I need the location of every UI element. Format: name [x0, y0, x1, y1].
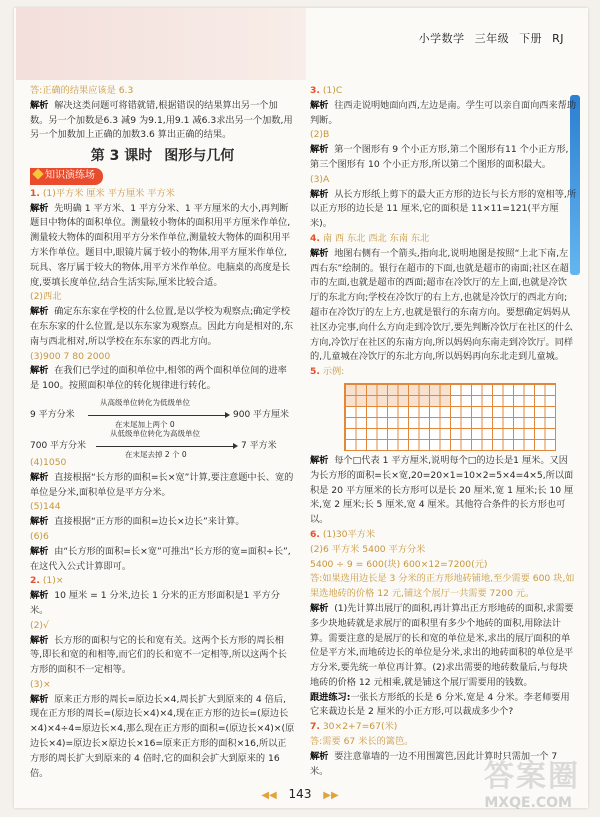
analysis-paragraph	[30, 693, 295, 782]
analysis-text: 确定东东家在学校的什么位置,是以学校为观察点;确定学校在东东家的什么位置,是以东东家为观察点。因此方向是相对的,东南与西北相对,所以学校在东东家的西北方向。	[30, 306, 294, 347]
question-4-answer	[310, 232, 576, 247]
analysis-paragraph	[310, 454, 576, 528]
next-arrows-icon: ▶▶	[323, 790, 339, 801]
header-edition: RJ	[552, 32, 564, 45]
analysis-label: 解析	[30, 590, 49, 602]
lesson-title	[30, 149, 295, 164]
answer-text: 示例:	[322, 366, 345, 378]
answer-text: (2)西北	[30, 291, 62, 303]
prev-arrows-icon: ◀◀	[261, 790, 277, 801]
answer-text: (2)6 平方米 5400 平方分米	[310, 543, 426, 555]
watermark-logo: 答案圈	[484, 759, 580, 794]
shaded-rectangle	[345, 384, 450, 406]
conversion-to-2: 7 平方米	[241, 440, 277, 451]
analysis-paragraph	[30, 202, 295, 291]
analysis-text: 直接根据“长方形的面积=长×宽”计算,要注意题中长、宽的单位是分米,面积单位是平方分米。	[30, 471, 294, 498]
conversion-rule-2: 从低级单位转化为高级单位	[110, 428, 200, 438]
conversion-from-2: 700 平方分米	[30, 440, 87, 451]
analysis-label: 解析	[30, 471, 49, 483]
analysis-label: 解析	[310, 99, 329, 111]
analysis-text: (1)先计算出展厅的面积,再计算出正方形地砖的面积,求需要多少块地砖就是求展厅的面积里有多少个地砖的面积,用除法计算。需要注意的是展厅的长和宽的单位是米,求出的展厅面积的单位是平方米,而地砖边长的单位是分米,求出的地砖面积的单位是平方分米,要先统一单位再计算。(2)求出需要的地砖数量后,与每块地砖的价格 12 元相乘,就是铺这个展厅需要用的钱数。	[310, 602, 574, 688]
lesson-number: 第 3 课时	[90, 148, 153, 165]
question-number: 1.	[30, 187, 40, 199]
answer-text: (1)×	[42, 575, 64, 587]
left-column	[30, 84, 295, 781]
answer-text: (3)×	[30, 678, 51, 690]
answer-text: (3)900 7 80 2000	[30, 350, 111, 362]
analysis-text: 10 厘米 = 1 分米,边长 1 分米的正方形面积是1 平方分米。	[30, 590, 280, 616]
analysis-text: 由“长方形的面积=长×宽”可推出“长方形的宽=面积÷长”,在这代入公式计算即可。	[30, 545, 291, 572]
analysis-label: 解析	[30, 365, 49, 377]
analysis-text: 每个□代表 1 平方厘米,说明每个□的边长是1 厘米。又因为长方形的面积=长×宽,20=20×1=10×2=5×4=4×5,所以面积是 20 平方厘米的长方形可以是长 20 厘米,宽 1 厘米;长 10 厘米,宽 2 厘米;长 5 厘米,宽 4 厘米。其他符合条件的长方形也可以。	[310, 454, 574, 526]
answer-text: (5)144	[30, 501, 61, 513]
analysis-text: 解决这类问题可将错就错,根据错误的结果算出另一个加数。另一个加数是6.3 减9 为9.1,用9.1 减6.3求出另一个加数,用另一个加数加上正确的加数3.6 算出正确的结果。	[30, 99, 293, 141]
analysis-paragraph	[30, 634, 295, 678]
analysis-paragraph	[30, 515, 295, 530]
analysis-text: 先明确 1 平方米、1 平方分米、1 平方厘米的大小,再判断题目中物体的面积单位。测量较小物体的面积用平方厘米作单位,测量较大物体的面积用平方分米作单位,测量较大物体的面积用平方米作单位。题目中,眼镜片属于较小的物体,用平方厘米作单位,玩具、客厅属于较大的物体,用平方米作单位。电脑桌的高度是长度,要填长度单位,结合生活实际,厘米比较合适。	[30, 202, 291, 288]
unit-conversion-diagram	[30, 394, 295, 459]
follow-up-text: 一张长方形纸的长是 6 分米,宽是 4 分米。李老师要用它来裁边长是 2 厘米的小正方形,可以裁成多少个?	[310, 691, 570, 718]
analysis-paragraph	[310, 143, 576, 173]
analysis-label: 解析	[30, 634, 49, 646]
analysis-label: 解析	[30, 693, 49, 705]
top-decor-band	[16, 8, 306, 80]
analysis-text: 第一个图形有 9 个小正方形,第二个图形有11 个小正方形,第三个图形有 10 个小正方形,所以第二个图形的面积最大。	[310, 144, 569, 170]
page-header	[413, 30, 564, 46]
follow-up-exercise	[310, 691, 576, 721]
section-tag-label: 知识演练场	[45, 169, 95, 181]
conversion-note-2: 在末尾去掉 2 个 0	[125, 449, 187, 459]
analysis-label: 解析	[310, 247, 329, 259]
question-1-answer	[30, 187, 295, 202]
analysis-text: 在我们已学过的面积单位中,相邻的两个面积单位间的进率是 100。按照面积单位的转化规律进行转化。	[30, 365, 287, 392]
analysis-paragraph	[310, 99, 576, 129]
analysis-label: 解析	[30, 545, 49, 557]
answer-text: 答:需要 67 米长的篱笆。	[310, 736, 414, 748]
analysis-text: 长方形的面积与它的长和宽有关。这两个长方形的周长相等,即长和宽的和相等,而它们的长和宽不一定相等,所以这两个长方形的面积不一定相等。	[30, 634, 287, 676]
analysis-label: 解析	[30, 306, 49, 318]
analysis-paragraph	[30, 99, 295, 143]
analysis-text: 地图右侧有一个箭头,指向北,说明地图是按照“上北下南,左西右东”绘制的。银行在超市的下面,也就是超市的南面;社区在超市的左面,也就是超市的西面;超市在冷饮厅的左上面,也就是冷饮厅的东北方向;学校在冷饮厅的右上方,也就是冷饮厅的西北方向;超市在冷饮厅的左上方,也就是银行的东南方向。要想确定妈妈从社区办完事,向什么方向走到冷饮厅,要先判断冷饮厅在社区的什么方向,冷饮厅在社区的东南方向,所以妈妈向东南走到冷饮厅。同样的,儿童城在冷饮厅的东北方向,所以妈妈再向东北走到儿童城。	[310, 247, 574, 363]
page-number: 143	[288, 787, 312, 801]
conversion-rule-1: 从高级单位转化为低级单位	[100, 397, 190, 407]
answer-line: 答:正确的结果应该是 6.3	[30, 85, 134, 96]
analysis-label: 解析	[310, 750, 329, 762]
follow-up-label: 跟进练习:	[310, 691, 351, 703]
lesson-topic: 图形与几何	[164, 148, 235, 165]
header-volume: 下册	[519, 32, 543, 45]
answer-text: (1)30平方米	[322, 528, 376, 540]
analysis-label: 解析	[30, 516, 49, 528]
question-7-answer	[310, 720, 576, 735]
question-number: 6.	[310, 528, 320, 540]
answer-text: 5400 ÷ 9 = 600(块) 600×12=7200(元)	[310, 558, 488, 570]
question-5-answer	[310, 365, 576, 380]
question-number: 2.	[30, 575, 40, 587]
answer-text: 答:如果选用边长是 3 分米的正方形地砖铺地,至少需要 600 块,如果选地砖的价格 12 元,铺这个展厅一共需要 7200 元。	[310, 573, 575, 600]
analysis-paragraph	[310, 188, 576, 232]
analysis-paragraph	[30, 545, 295, 575]
question-2-answer	[30, 574, 295, 589]
answer-text: 30×2+7=67(米)	[322, 721, 398, 733]
conversion-note-1: 在末尾加上两个 0	[115, 419, 175, 429]
arrow-right-icon	[96, 446, 236, 447]
answer-text: (3)A	[310, 173, 330, 185]
analysis-paragraph	[30, 589, 295, 619]
header-grade: 三年级	[474, 32, 510, 45]
answer-text: (1)C	[322, 85, 343, 96]
grid-diagram	[344, 383, 556, 451]
analysis-label: 解析	[30, 99, 49, 111]
answer-text: (1)平方米 厘米 平方厘米 平方米	[42, 187, 175, 199]
analysis-label: 解析	[310, 454, 329, 466]
analysis-paragraph	[310, 247, 576, 365]
conversion-to-1: 900 平方厘米	[233, 409, 290, 420]
analysis-paragraph	[30, 305, 295, 349]
analysis-text: 要注意靠墙的一边不用围篱笆,因此计算时只需加一个 7 米。	[310, 750, 558, 777]
analysis-label: 解析	[310, 602, 329, 614]
header-subject: 小学数学	[418, 32, 465, 45]
answer-text: (2)√	[30, 619, 49, 631]
analysis-text: 原来正方形的周长=原边长×4,周长扩大到原来的 4 倍后,现在正方形的周长=(原边长×4)×4,现在正方形的边长=(原边长×4)×4÷4=原边长×4,那么现在正方形的面积=(原边长×4)×(原边长×4)=原边长×原边长×16=原来正方形的面积×16,所以正方形的周长扩大到原来的 4 倍时,它的面积会扩大到原来的 16 倍。	[30, 693, 295, 779]
analysis-paragraph	[30, 471, 295, 501]
analysis-label: 解析	[30, 202, 49, 214]
right-column	[310, 84, 576, 779]
analysis-paragraph	[310, 602, 576, 691]
answer-text: 南 西 东北 西北 东南 东北	[322, 232, 430, 244]
diamond-icon	[32, 168, 43, 179]
analysis-text: 从长方形纸上剪下的最大正方形的边长与长方形的宽相等,所以正方形的边长是 11 厘米,它的面积是 11×11=121(平方厘米)。	[310, 188, 577, 230]
analysis-paragraph	[30, 364, 295, 394]
question-number: 3.	[310, 85, 320, 96]
question-3-answer	[310, 84, 576, 99]
watermark-url: MXQE.COM	[484, 795, 572, 811]
analysis-text: 往西走说明她面向西,左边是南。学生可以亲自面向西来帮助判断。	[310, 99, 577, 126]
answer-text: (2)B	[310, 129, 330, 141]
question-number: 5.	[310, 366, 320, 378]
analysis-label: 解析	[310, 144, 329, 156]
section-tag	[30, 168, 103, 185]
conversion-from-1: 9 平方分米	[30, 409, 75, 420]
question-number: 4.	[310, 232, 320, 244]
answer-text: (6)6	[30, 530, 49, 542]
analysis-text: 直接根据“正方形的面积=边长×边长”来计算。	[54, 516, 245, 528]
analysis-label: 解析	[310, 188, 329, 200]
question-6-answer	[310, 528, 576, 543]
answer-text: (4)1050	[30, 456, 67, 468]
question-number: 7.	[310, 721, 320, 733]
arrow-right-icon	[88, 415, 228, 416]
